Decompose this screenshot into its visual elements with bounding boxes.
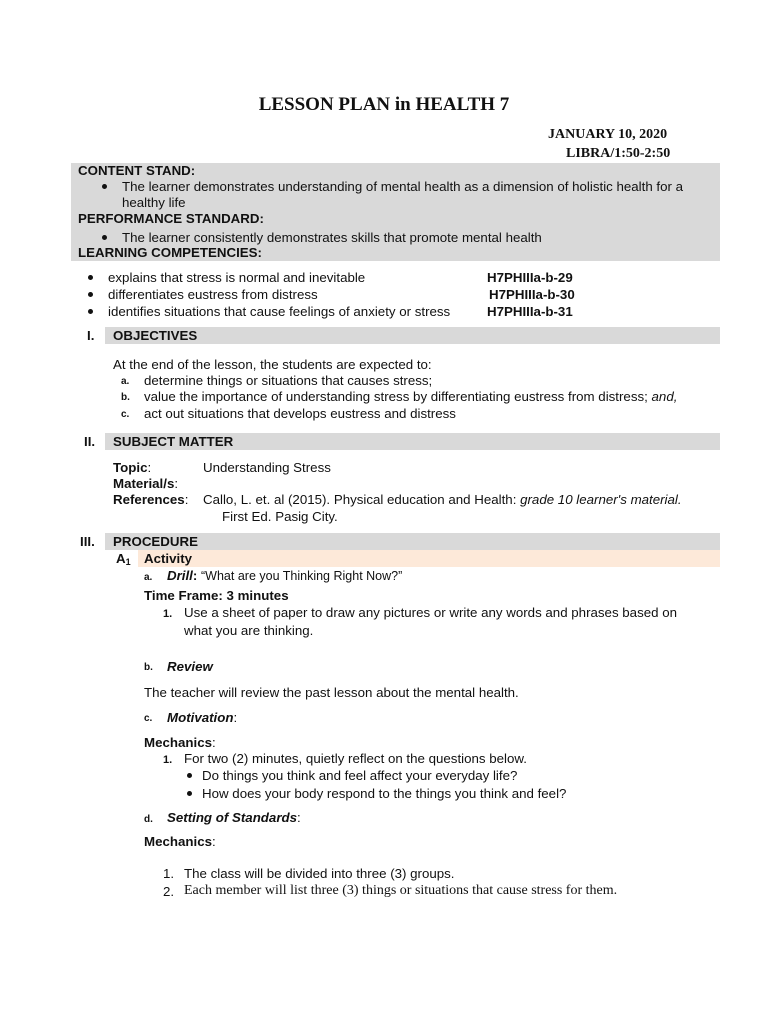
materials-label-wrap (113, 476, 178, 491)
document-title: LESSON PLAN in HEALTH 7 (258, 94, 510, 115)
drill-line (167, 568, 402, 583)
bullet-icon (88, 275, 93, 280)
objective-a-marker: a. (121, 376, 130, 387)
objective-b-marker: b. (121, 392, 130, 403)
motivation-colon: : (233, 710, 238, 725)
objective-b-tail: and, (651, 389, 678, 404)
activity-subscript: 1 (125, 557, 131, 567)
bullet-icon (187, 791, 192, 796)
standards-colon: : (297, 810, 301, 825)
objectives-numeral: I. (87, 328, 95, 343)
mechanics-label: Mechanics (144, 735, 212, 750)
motivation-line (167, 710, 237, 725)
drill-label: Drill (167, 568, 193, 583)
competency-3-code: H7PHIIIa-b-31 (487, 304, 573, 319)
drill-text: “What are you Thinking Right Now?” (201, 569, 403, 583)
bullet-icon (102, 184, 107, 189)
review-marker: b. (144, 662, 153, 673)
content-standard-line1: The learner demonstrates understanding of mental health as a dimension of holistic health for a (122, 179, 684, 194)
objectives-intro: At the end of the lesson, the students are expected to: (113, 357, 432, 372)
objectives-heading: OBJECTIVES (113, 328, 198, 343)
topic-colon: : (147, 460, 152, 475)
topic-label-wrap (113, 460, 151, 475)
procedure-numeral: III. (80, 534, 95, 549)
subject-matter-heading: SUBJECT MATTER (113, 434, 234, 449)
review-label: Review (167, 659, 213, 674)
content-standard-line2: healthy life (122, 195, 186, 210)
time-frame: Time Frame: 3 minutes (144, 588, 289, 603)
learning-competencies-heading: LEARNING COMPETENCIES: (78, 245, 262, 260)
standards-label: Setting of Standards (167, 810, 298, 825)
procedure-heading: PROCEDURE (113, 534, 198, 549)
objective-c-text: act out situations that develops eustress and distress (144, 406, 456, 421)
drill-marker: a. (144, 572, 153, 583)
mechanics2-label: Mechanics (144, 834, 212, 849)
references-colon: : (184, 492, 189, 507)
standards-step-2: Each member will list three (3) things or situations that cause stress for them. (184, 883, 618, 898)
references-line2: First Ed. Pasig City. (222, 509, 338, 524)
competency-2-text: differentiates eustress from distress (108, 287, 318, 302)
references-value: Callo, L. et. al (2015). Physical education and Health: (203, 492, 517, 507)
materials-label: Material/s (113, 476, 175, 491)
drill-step-line2: what you are thinking. (184, 623, 314, 638)
drill-step-line1: Use a sheet of paper to draw any pictures or write any words and phrases based on (184, 605, 677, 620)
references-label-wrap (113, 492, 188, 507)
motivation-label: Motivation (167, 710, 234, 725)
materials-colon: : (174, 476, 179, 491)
lesson-date: JANUARY 10, 2020 (548, 127, 668, 142)
drill-colon: : (192, 568, 198, 583)
standards-marker: d. (144, 814, 153, 825)
drill-step-number: 1. (163, 608, 173, 620)
activity-marker: A (116, 551, 126, 566)
competency-3-text: identifies situations that cause feelings of anxiety or stress (108, 304, 451, 319)
bullet-icon (102, 235, 107, 240)
references-label: References (113, 492, 185, 507)
subject-matter-numeral: II. (84, 434, 96, 449)
motivation-step: For two (2) minutes, quietly reflect on the questions below. (184, 751, 527, 766)
content-standard-heading: CONTENT STAND: (78, 163, 196, 178)
competency-1-text: explains that stress is normal and inevitable (108, 270, 366, 285)
standards-step-1: The class will be divided into three (3) groups. (184, 866, 455, 881)
motivation-step-number: 1. (163, 754, 173, 766)
mechanics2-line (144, 834, 216, 849)
activity-label: Activity (144, 551, 193, 566)
topic-value: Understanding Stress (203, 460, 331, 475)
motivation-marker: c. (144, 713, 153, 724)
performance-standard-heading: PERFORMANCE STANDARD: (78, 211, 264, 226)
standards-line (167, 810, 301, 825)
topic-label: Topic (113, 460, 148, 475)
review-text: The teacher will review the past lesson about the mental health. (144, 685, 519, 700)
references-italic: grade 10 learner's material. (520, 492, 682, 507)
activity-marker-wrap (116, 551, 131, 567)
mechanics-colon: : (212, 735, 216, 750)
objective-b-line (144, 389, 677, 404)
standards-step-1-number: 1. (163, 866, 175, 881)
section-time: LIBRA/1:50-2:50 (566, 146, 671, 161)
objective-b-text: value the importance of understanding stress by differentiating eustress from distress; (144, 389, 648, 404)
objective-a-text: determine things or situations that causes stress; (144, 373, 433, 388)
mechanics-line (144, 735, 216, 750)
bullet-icon (187, 773, 192, 778)
objective-c-marker: c. (121, 409, 130, 420)
objectives-band (105, 327, 720, 344)
motivation-bullet-2: How does your body respond to the things you think and feel? (202, 786, 567, 801)
mechanics2-colon: : (212, 834, 216, 849)
motivation-bullet-1: Do things you think and feel affect your everyday life? (202, 768, 518, 783)
bullet-icon (88, 309, 93, 314)
bullet-icon (88, 292, 93, 297)
performance-standard-item: The learner consistently demonstrates skills that promote mental health (122, 230, 542, 245)
competency-2-code: H7PHIIIa-b-30 (489, 287, 575, 302)
references-value-line (203, 492, 682, 507)
standards-step-2-number: 2. (163, 884, 175, 899)
competency-1-code: H7PHIIIa-b-29 (487, 270, 573, 285)
activity-band (138, 550, 720, 567)
